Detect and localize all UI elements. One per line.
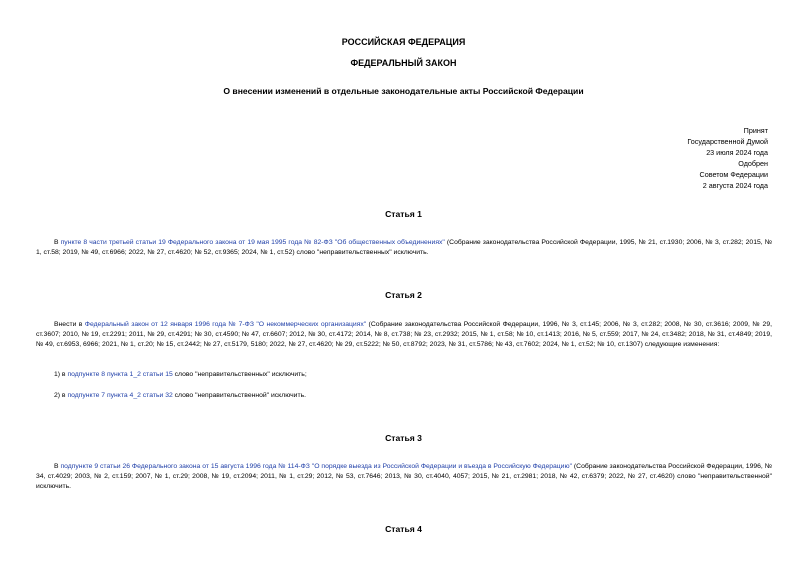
text-fragment: (Собрание законодательства Российской Федерации, 1995, № 21, ст.1930; 2006, № 3, ст.282; 2015, № 1, ст.58; 2019, № 49, ст.6966; 2022, № 27, ст.4620; № 52, ст.9365; 2024, № 1, ст.52) слово "неправительственных" исключить. bbox=[36, 239, 772, 257]
article-2-item-2-link[interactable]: подпункте 7 пункта 4_2 статьи 32 bbox=[67, 392, 173, 399]
article-3-link[interactable]: подпункте 9 статьи 26 Федерального закона от 15 августа 1996 года № 114-ФЗ "О порядке выезда из Российской Федерации и въезда в Российскую Федерацию" bbox=[60, 463, 572, 470]
adoption-block bbox=[568, 125, 768, 192]
article-3-heading: Статья 3 bbox=[385, 433, 422, 443]
country-heading: РОССИЙСКАЯ ФЕДЕРАЦИЯ bbox=[341, 37, 466, 47]
text-fragment: слово "неправительственной" исключить. bbox=[172, 392, 307, 399]
article-1-heading: Статья 1 bbox=[385, 209, 422, 219]
law-title: О внесении изменений в отдельные законодательные акты Российской Федерации bbox=[223, 86, 584, 96]
text-fragment: В bbox=[54, 239, 61, 246]
text-fragment: Внести в bbox=[54, 321, 85, 328]
approval-line: 2 августа 2024 года bbox=[702, 181, 768, 191]
article-2-text bbox=[36, 320, 772, 351]
approval-line: Одобрен bbox=[738, 159, 768, 169]
article-2-link[interactable]: Федеральный закон от 12 января 1996 года № 7-ФЗ "О некоммерческих организациях" bbox=[84, 321, 367, 328]
doc-type-heading: ФЕДЕРАЛЬНЫЙ ЗАКОН bbox=[350, 58, 457, 68]
article-2-item-1 bbox=[36, 370, 772, 380]
article-2-item-1-link[interactable]: подпункте 8 пункта 1_2 статьи 15 bbox=[67, 371, 173, 378]
article-1-link[interactable]: пункте 8 части третьей статьи 19 Федерального закона от 19 мая 1995 года № 82-ФЗ "Об общественных объединениях" bbox=[60, 239, 445, 246]
approval-line: Советом Федерации bbox=[699, 170, 768, 180]
article-1-text bbox=[36, 238, 772, 258]
text-fragment: слово "неправительственных" исключить; bbox=[172, 371, 307, 378]
article-2-heading: Статья 2 bbox=[385, 290, 422, 300]
article-3-text bbox=[36, 462, 772, 493]
article-2-item-2 bbox=[36, 391, 772, 401]
text-fragment: (Собрание законодательства Российской Федерации, 1996, № 34, ст.4029; 2003, № 2, ст.159; 2007, № 1, ст.29; 2008, № 19, ст.2094; 2011, № 1, ст.29; 2012, № 53, ст.7646; 2013, № 30, ст.4040, 4057; 2015, № 21, ст.2981; 2018, № 42, ст.6379; 2022, № 27, ст.4620) слово "неправительственной" исключить. bbox=[36, 463, 773, 491]
text-fragment: 1) в bbox=[54, 371, 68, 378]
text-fragment: В bbox=[54, 463, 61, 470]
adoption-line: 23 июля 2024 года bbox=[706, 148, 768, 158]
text-fragment: 2) в bbox=[54, 392, 68, 399]
adoption-line: Государственной Думой bbox=[687, 137, 768, 147]
text-fragment: (Собрание законодательства Российской Федерации, 1996, № 3, ст.145; 2006, № 3, ст.282; 2008, № 30, ст.3616; 2009, № 29, ст.3607; 2010, № 19, ст.2291; 2011, № 29, ст.4291; № 30, ст.4590; № 47, ст.6607; 2012, № 30, ст.4172; 2014, № 8, ст.738; № 23, ст.2932; 2015, № 1, ст.58; № 10, ст.1413; 2016, № 5, ст.559; 2017, № 24, ст.3482; 2018, № 31, ст.4849; 2019, № 49, ст.6953, 6966; 2021, № 1, ст.20; № 15, ст.2442; № 27, ст.5179, 5180; 2022, № 27, ст.4620; № 29, ст.5222; № 50, ст.8792; 2023, № 31, ст.5786; № 43, ст.7602; 2024, № 1, ст.52; № 10, ст.1307) следующие изменения: bbox=[36, 321, 772, 349]
article-4-heading: Статья 4 bbox=[385, 524, 422, 534]
adoption-line: Принят bbox=[743, 126, 768, 135]
